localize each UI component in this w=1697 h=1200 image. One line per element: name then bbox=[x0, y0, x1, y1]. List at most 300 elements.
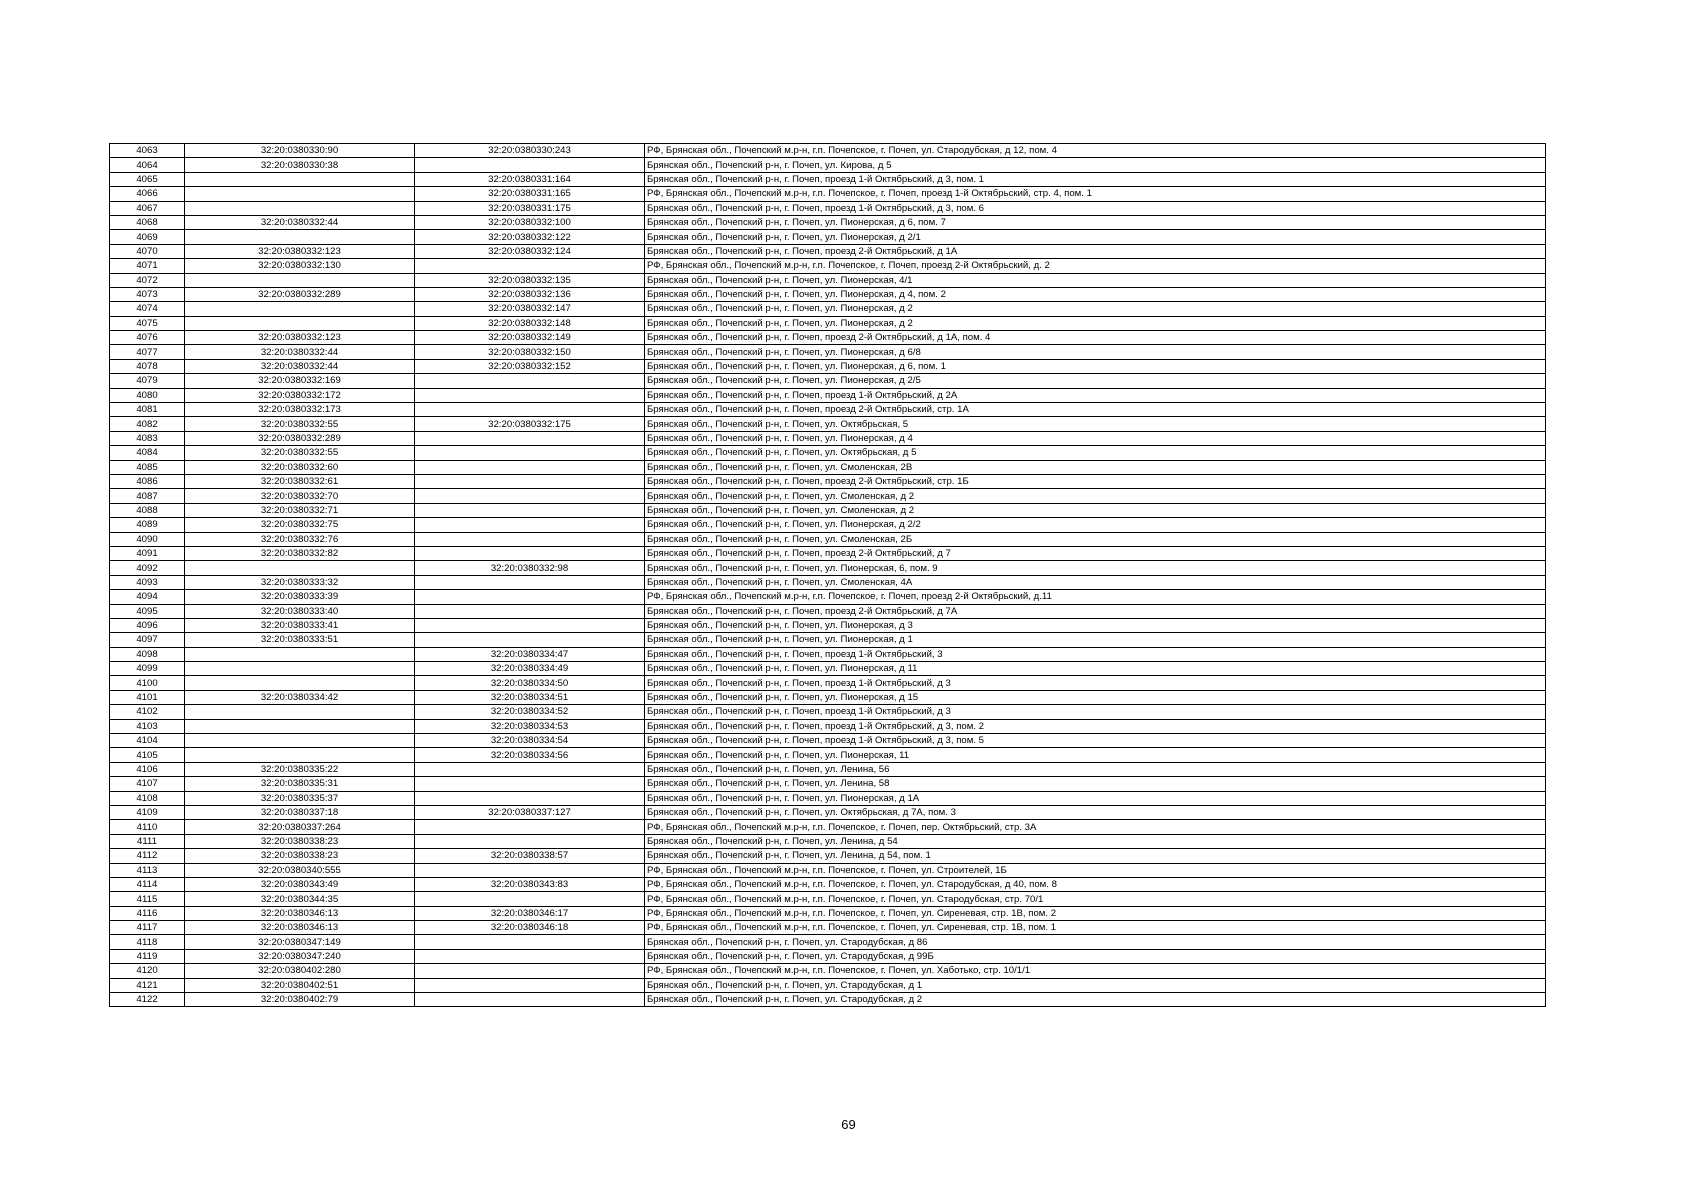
row-number-cell: 4118 bbox=[110, 935, 185, 949]
row-number-cell: 4065 bbox=[110, 172, 185, 186]
table-row bbox=[110, 849, 1546, 863]
cadastral-number-cell bbox=[185, 273, 415, 287]
address-cell: Брянская обл., Почепский р-н, г. Почеп, ул. Ленина, 56 bbox=[645, 762, 1546, 776]
premises-number-cell bbox=[415, 993, 645, 1007]
address-cell: Брянская обл., Почепский р-н, г. Почеп, проезд 1-й Октябрьский, д 3, пом. 2 bbox=[645, 719, 1546, 733]
address-cell: Брянская обл., Почепский р-н, г. Почеп, проезд 1-й Октябрьский, 3 bbox=[645, 647, 1546, 661]
address-cell: Брянская обл., Почепский р-н, г. Почеп, ул. Пионерская, 11 bbox=[645, 748, 1546, 762]
table-row bbox=[110, 230, 1546, 244]
cadastral-number-cell: 32:20:0380332:44 bbox=[185, 345, 415, 359]
registry-table bbox=[109, 143, 1546, 1007]
address-cell: Брянская обл., Почепский р-н, г. Почеп, ул. Пионерская, д 2 bbox=[645, 316, 1546, 330]
table-row bbox=[110, 820, 1546, 834]
address-cell: Брянская обл., Почепский р-н, г. Почеп, ул. Октябрьская, 5 bbox=[645, 417, 1546, 431]
address-cell: Брянская обл., Почепский р-н, г. Почеп, ул. Пионерская, д 6/8 bbox=[645, 345, 1546, 359]
cadastral-number-cell: 32:20:0380332:44 bbox=[185, 359, 415, 373]
cadastral-number-cell: 32:20:0380332:172 bbox=[185, 388, 415, 402]
row-number-cell: 4119 bbox=[110, 949, 185, 963]
premises-number-cell bbox=[415, 446, 645, 460]
row-number-cell: 4080 bbox=[110, 388, 185, 402]
row-number-cell: 4083 bbox=[110, 431, 185, 445]
address-cell: Брянская обл., Почепский р-н, г. Почеп, ул. Пионерская, д 1А bbox=[645, 791, 1546, 805]
row-number-cell: 4095 bbox=[110, 604, 185, 618]
cadastral-number-cell: 32:20:0380340:555 bbox=[185, 863, 415, 877]
cadastral-number-cell bbox=[185, 705, 415, 719]
premises-number-cell: 32:20:0380332:152 bbox=[415, 359, 645, 373]
table-row bbox=[110, 388, 1546, 402]
address-cell: Брянская обл., Почепский р-н, г. Почеп, проезд 2-й Октябрьский, д 7А bbox=[645, 604, 1546, 618]
cadastral-number-cell: 32:20:0380332:44 bbox=[185, 215, 415, 229]
row-number-cell: 4114 bbox=[110, 877, 185, 891]
cadastral-number-cell: 32:20:0380332:70 bbox=[185, 489, 415, 503]
table-row bbox=[110, 676, 1546, 690]
premises-number-cell bbox=[415, 374, 645, 388]
cadastral-number-cell bbox=[185, 676, 415, 690]
cadastral-number-cell: 32:20:0380330:90 bbox=[185, 144, 415, 158]
premises-number-cell bbox=[415, 964, 645, 978]
address-cell: Брянская обл., Почепский р-н, г. Почеп, ул. Стародубская, д 2 bbox=[645, 993, 1546, 1007]
address-cell: Брянская обл., Почепский р-н, г. Почеп, ул. Смоленская, д 2 bbox=[645, 489, 1546, 503]
cadastral-number-cell bbox=[185, 302, 415, 316]
address-cell: Брянская обл., Почепский р-н, г. Почеп, ул. Смоленская, д 2 bbox=[645, 503, 1546, 517]
table-row bbox=[110, 287, 1546, 301]
premises-number-cell: 32:20:0380332:148 bbox=[415, 316, 645, 330]
table-row bbox=[110, 331, 1546, 345]
cadastral-number-cell: 32:20:0380330:38 bbox=[185, 158, 415, 172]
table-row bbox=[110, 921, 1546, 935]
table-row bbox=[110, 705, 1546, 719]
table-row bbox=[110, 949, 1546, 963]
address-cell: РФ, Брянская обл., Почепский м.р-н, г.п. Почепское, г. Почеп, проезд 2-й Октябрьский, д.11 bbox=[645, 590, 1546, 604]
row-number-cell: 4101 bbox=[110, 690, 185, 704]
address-cell: Брянская обл., Почепский р-н, г. Почеп, ул. Пионерская, д 4 bbox=[645, 431, 1546, 445]
row-number-cell: 4103 bbox=[110, 719, 185, 733]
row-number-cell: 4116 bbox=[110, 906, 185, 920]
premises-number-cell bbox=[415, 158, 645, 172]
table-row bbox=[110, 877, 1546, 891]
row-number-cell: 4111 bbox=[110, 834, 185, 848]
cadastral-number-cell: 32:20:0380332:75 bbox=[185, 518, 415, 532]
table-row bbox=[110, 259, 1546, 273]
cadastral-number-cell: 32:20:0380333:40 bbox=[185, 604, 415, 618]
address-cell: РФ, Брянская обл., Почепский м.р-н, г.п. Почепское, г. Почеп, ул. Стародубская, стр. 70/1 bbox=[645, 892, 1546, 906]
address-cell: Брянская обл., Почепский р-н, г. Почеп, ул. Пионерская, д 15 bbox=[645, 690, 1546, 704]
address-cell: Брянская обл., Почепский р-н, г. Почеп, ул. Пионерская, д 3 bbox=[645, 618, 1546, 632]
row-number-cell: 4079 bbox=[110, 374, 185, 388]
premises-number-cell: 32:20:0380331:175 bbox=[415, 201, 645, 215]
cadastral-number-cell: 32:20:0380332:71 bbox=[185, 503, 415, 517]
table-row bbox=[110, 604, 1546, 618]
row-number-cell: 4112 bbox=[110, 849, 185, 863]
address-cell: Брянская обл., Почепский р-н, г. Почеп, ул. Пионерская, д 2/2 bbox=[645, 518, 1546, 532]
cadastral-number-cell bbox=[185, 662, 415, 676]
premises-number-cell bbox=[415, 762, 645, 776]
cadastral-number-cell: 32:20:0380343:49 bbox=[185, 877, 415, 891]
row-number-cell: 4120 bbox=[110, 964, 185, 978]
cadastral-number-cell: 32:20:0380402:51 bbox=[185, 978, 415, 992]
row-number-cell: 4074 bbox=[110, 302, 185, 316]
row-number-cell: 4073 bbox=[110, 287, 185, 301]
row-number-cell: 4093 bbox=[110, 575, 185, 589]
address-cell: Брянская обл., Почепский р-н, г. Почеп, проезд 2-й Октябрьский, стр. 1А bbox=[645, 403, 1546, 417]
table-row bbox=[110, 662, 1546, 676]
table-row bbox=[110, 892, 1546, 906]
premises-number-cell: 32:20:0380332:100 bbox=[415, 215, 645, 229]
table-row bbox=[110, 690, 1546, 704]
row-number-cell: 4066 bbox=[110, 187, 185, 201]
address-cell: Брянская обл., Почепский р-н, г. Почеп, ул. Пионерская, д 11 bbox=[645, 662, 1546, 676]
address-cell: Брянская обл., Почепский р-н, г. Почеп, ул. Стародубская, д 86 bbox=[645, 935, 1546, 949]
address-cell: Брянская обл., Почепский р-н, г. Почеп, проезд 2-й Октябрьский, д 1А, пом. 4 bbox=[645, 331, 1546, 345]
cadastral-number-cell: 32:20:0380333:32 bbox=[185, 575, 415, 589]
address-cell: Брянская обл., Почепский р-н, г. Почеп, проезд 1-й Октябрьский, д 3 bbox=[645, 705, 1546, 719]
premises-number-cell: 32:20:0380334:54 bbox=[415, 734, 645, 748]
cadastral-number-cell: 32:20:0380337:18 bbox=[185, 805, 415, 819]
premises-number-cell bbox=[415, 590, 645, 604]
table-row bbox=[110, 805, 1546, 819]
premises-number-cell: 32:20:0380332:135 bbox=[415, 273, 645, 287]
table-row bbox=[110, 762, 1546, 776]
premises-number-cell bbox=[415, 259, 645, 273]
address-cell: Брянская обл., Почепский р-н, г. Почеп, ул. Ленина, 58 bbox=[645, 777, 1546, 791]
table-row bbox=[110, 734, 1546, 748]
premises-number-cell: 32:20:0380346:17 bbox=[415, 906, 645, 920]
address-cell: Брянская обл., Почепский р-н, г. Почеп, ул. Октябрьская, д 5 bbox=[645, 446, 1546, 460]
row-number-cell: 4122 bbox=[110, 993, 185, 1007]
cadastral-number-cell: 32:20:0380344:35 bbox=[185, 892, 415, 906]
premises-number-cell bbox=[415, 935, 645, 949]
table-row bbox=[110, 777, 1546, 791]
address-cell: РФ, Брянская обл., Почепский м.р-н, г.п. Почепское, г. Почеп, ул. Сиреневая, стр. 1В, пом. 2 bbox=[645, 906, 1546, 920]
table-row bbox=[110, 359, 1546, 373]
table-row bbox=[110, 460, 1546, 474]
address-cell: РФ, Брянская обл., Почепский м.р-н, г.п. Почепское, г. Почеп, ул. Хаботько, стр. 10/1/1 bbox=[645, 964, 1546, 978]
table-row bbox=[110, 964, 1546, 978]
table-row bbox=[110, 244, 1546, 258]
address-cell: РФ, Брянская обл., Почепский м.р-н, г.п. Почепское, г. Почеп, проезд 2-й Октябрьский, д. 2 bbox=[645, 259, 1546, 273]
cadastral-number-cell: 32:20:0380335:22 bbox=[185, 762, 415, 776]
row-number-cell: 4098 bbox=[110, 647, 185, 661]
row-number-cell: 4077 bbox=[110, 345, 185, 359]
table-row bbox=[110, 906, 1546, 920]
row-number-cell: 4076 bbox=[110, 331, 185, 345]
address-cell: Брянская обл., Почепский р-н, г. Почеп, ул. Смоленская, 4А bbox=[645, 575, 1546, 589]
premises-number-cell: 32:20:0380334:56 bbox=[415, 748, 645, 762]
table-row bbox=[110, 590, 1546, 604]
premises-number-cell bbox=[415, 575, 645, 589]
premises-number-cell bbox=[415, 892, 645, 906]
row-number-cell: 4075 bbox=[110, 316, 185, 330]
address-cell: Брянская обл., Почепский р-н, г. Почеп, проезд 1-й Октябрьский, д 3, пом. 5 bbox=[645, 734, 1546, 748]
cadastral-number-cell: 32:20:0380332:123 bbox=[185, 331, 415, 345]
address-cell: Брянская обл., Почепский р-н, г. Почеп, ул. Пионерская, д 2 bbox=[645, 302, 1546, 316]
cadastral-number-cell: 32:20:0380332:55 bbox=[185, 446, 415, 460]
cadastral-number-cell: 32:20:0380333:41 bbox=[185, 618, 415, 632]
address-cell: РФ, Брянская обл., Почепский м.р-н, г.п. Почепское, г. Почеп, проезд 1-й Октябрьский, стр. 4, пом. 1 bbox=[645, 187, 1546, 201]
table-row bbox=[110, 302, 1546, 316]
cadastral-number-cell bbox=[185, 719, 415, 733]
premises-number-cell bbox=[415, 978, 645, 992]
premises-number-cell bbox=[415, 618, 645, 632]
table-row bbox=[110, 518, 1546, 532]
address-cell: Брянская обл., Почепский р-н, г. Почеп, ул. Стародубская, д 99Б bbox=[645, 949, 1546, 963]
premises-number-cell: 32:20:0380332:147 bbox=[415, 302, 645, 316]
registry-sheet bbox=[109, 143, 1545, 1007]
table-row bbox=[110, 791, 1546, 805]
table-row bbox=[110, 489, 1546, 503]
premises-number-cell: 32:20:0380338:57 bbox=[415, 849, 645, 863]
row-number-cell: 4121 bbox=[110, 978, 185, 992]
address-cell: Брянская обл., Почепский р-н, г. Почеп, ул. Пионерская, д 2/1 bbox=[645, 230, 1546, 244]
row-number-cell: 4084 bbox=[110, 446, 185, 460]
premises-number-cell: 32:20:0380332:175 bbox=[415, 417, 645, 431]
cadastral-number-cell: 32:20:0380402:280 bbox=[185, 964, 415, 978]
table-row bbox=[110, 446, 1546, 460]
address-cell: Брянская обл., Почепский р-н, г. Почеп, проезд 1-й Октябрьский, д 3 bbox=[645, 676, 1546, 690]
cadastral-number-cell: 32:20:0380332:61 bbox=[185, 474, 415, 488]
table-row bbox=[110, 618, 1546, 632]
row-number-cell: 4069 bbox=[110, 230, 185, 244]
cadastral-number-cell: 32:20:0380346:13 bbox=[185, 906, 415, 920]
row-number-cell: 4064 bbox=[110, 158, 185, 172]
premises-number-cell bbox=[415, 863, 645, 877]
row-number-cell: 4071 bbox=[110, 259, 185, 273]
cadastral-number-cell bbox=[185, 172, 415, 186]
address-cell: Брянская обл., Почепский р-н, г. Почеп, проезд 1-й Октябрьский, д 2А bbox=[645, 388, 1546, 402]
row-number-cell: 4099 bbox=[110, 662, 185, 676]
row-number-cell: 4110 bbox=[110, 820, 185, 834]
cadastral-number-cell: 32:20:0380333:51 bbox=[185, 633, 415, 647]
row-number-cell: 4107 bbox=[110, 777, 185, 791]
cadastral-number-cell bbox=[185, 748, 415, 762]
premises-number-cell bbox=[415, 489, 645, 503]
premises-number-cell: 32:20:0380334:52 bbox=[415, 705, 645, 719]
premises-number-cell bbox=[415, 403, 645, 417]
address-cell: Брянская обл., Почепский р-н, г. Почеп, ул. Пионерская, д 6, пом. 7 bbox=[645, 215, 1546, 229]
premises-number-cell: 32:20:0380331:164 bbox=[415, 172, 645, 186]
address-cell: РФ, Брянская обл., Почепский м.р-н, г.п. Почепское, г. Почеп, ул. Строителей, 1Б bbox=[645, 863, 1546, 877]
address-cell: Брянская обл., Почепский р-н, г. Почеп, ул. Пионерская, д 1 bbox=[645, 633, 1546, 647]
table-row bbox=[110, 158, 1546, 172]
premises-number-cell: 32:20:0380332:122 bbox=[415, 230, 645, 244]
table-row bbox=[110, 403, 1546, 417]
address-cell: Брянская обл., Почепский р-н, г. Почеп, ул. Ленина, д 54 bbox=[645, 834, 1546, 848]
premises-number-cell: 32:20:0380334:49 bbox=[415, 662, 645, 676]
premises-number-cell: 32:20:0380330:243 bbox=[415, 144, 645, 158]
premises-number-cell: 32:20:0380331:165 bbox=[415, 187, 645, 201]
cadastral-number-cell bbox=[185, 230, 415, 244]
premises-number-cell bbox=[415, 474, 645, 488]
cadastral-number-cell: 32:20:0380332:130 bbox=[185, 259, 415, 273]
table-row bbox=[110, 748, 1546, 762]
cadastral-number-cell bbox=[185, 201, 415, 215]
table-row bbox=[110, 863, 1546, 877]
table-row bbox=[110, 474, 1546, 488]
premises-number-cell bbox=[415, 460, 645, 474]
table-row bbox=[110, 172, 1546, 186]
row-number-cell: 4091 bbox=[110, 546, 185, 560]
row-number-cell: 4086 bbox=[110, 474, 185, 488]
premises-number-cell bbox=[415, 388, 645, 402]
cadastral-number-cell: 32:20:0380332:289 bbox=[185, 287, 415, 301]
row-number-cell: 4078 bbox=[110, 359, 185, 373]
row-number-cell: 4097 bbox=[110, 633, 185, 647]
row-number-cell: 4067 bbox=[110, 201, 185, 215]
cadastral-number-cell: 32:20:0380347:149 bbox=[185, 935, 415, 949]
row-number-cell: 4070 bbox=[110, 244, 185, 258]
premises-number-cell bbox=[415, 546, 645, 560]
table-row bbox=[110, 993, 1546, 1007]
table-row bbox=[110, 575, 1546, 589]
premises-number-cell bbox=[415, 518, 645, 532]
row-number-cell: 4089 bbox=[110, 518, 185, 532]
table-row bbox=[110, 503, 1546, 517]
premises-number-cell: 32:20:0380337:127 bbox=[415, 805, 645, 819]
premises-number-cell: 32:20:0380332:124 bbox=[415, 244, 645, 258]
table-row bbox=[110, 633, 1546, 647]
row-number-cell: 4092 bbox=[110, 561, 185, 575]
premises-number-cell: 32:20:0380343:83 bbox=[415, 877, 645, 891]
address-cell: Брянская обл., Почепский р-н, г. Почеп, проезд 1-й Октябрьский, д 3, пом. 1 bbox=[645, 172, 1546, 186]
address-cell: Брянская обл., Почепский р-н, г. Почеп, ул. Ленина, д 54, пом. 1 bbox=[645, 849, 1546, 863]
row-number-cell: 4115 bbox=[110, 892, 185, 906]
row-number-cell: 4106 bbox=[110, 762, 185, 776]
table-row bbox=[110, 978, 1546, 992]
row-number-cell: 4082 bbox=[110, 417, 185, 431]
address-cell: Брянская обл., Почепский р-н, г. Почеп, ул. Октябрьская, д 7А, пом. 3 bbox=[645, 805, 1546, 819]
cadastral-number-cell: 32:20:0380335:37 bbox=[185, 791, 415, 805]
row-number-cell: 4068 bbox=[110, 215, 185, 229]
premises-number-cell: 32:20:0380332:98 bbox=[415, 561, 645, 575]
cadastral-number-cell: 32:20:0380332:82 bbox=[185, 546, 415, 560]
address-cell: Брянская обл., Почепский р-н, г. Почеп, проезд 2-й Октябрьский, стр. 1Б bbox=[645, 474, 1546, 488]
cadastral-number-cell: 32:20:0380332:289 bbox=[185, 431, 415, 445]
cadastral-number-cell: 32:20:0380332:76 bbox=[185, 532, 415, 546]
table-row bbox=[110, 201, 1546, 215]
address-cell: Брянская обл., Почепский р-н, г. Почеп, ул. Пионерская, 4/1 bbox=[645, 273, 1546, 287]
cadastral-number-cell: 32:20:0380332:55 bbox=[185, 417, 415, 431]
address-cell: Брянская обл., Почепский р-н, г. Почеп, проезд 2-й Октябрьский, д 7 bbox=[645, 546, 1546, 560]
address-cell: Брянская обл., Почепский р-н, г. Почеп, ул. Пионерская, д 6, пом. 1 bbox=[645, 359, 1546, 373]
row-number-cell: 4117 bbox=[110, 921, 185, 935]
premises-number-cell: 32:20:0380346:18 bbox=[415, 921, 645, 935]
table-row bbox=[110, 273, 1546, 287]
cadastral-number-cell bbox=[185, 561, 415, 575]
cadastral-number-cell bbox=[185, 734, 415, 748]
premises-number-cell bbox=[415, 777, 645, 791]
row-number-cell: 4094 bbox=[110, 590, 185, 604]
premises-number-cell: 32:20:0380334:50 bbox=[415, 676, 645, 690]
premises-number-cell bbox=[415, 604, 645, 618]
table-row bbox=[110, 561, 1546, 575]
table-row bbox=[110, 345, 1546, 359]
premises-number-cell bbox=[415, 532, 645, 546]
row-number-cell: 4105 bbox=[110, 748, 185, 762]
cadastral-number-cell bbox=[185, 187, 415, 201]
premises-number-cell: 32:20:0380332:149 bbox=[415, 331, 645, 345]
premises-number-cell: 32:20:0380334:53 bbox=[415, 719, 645, 733]
table-row bbox=[110, 187, 1546, 201]
premises-number-cell: 32:20:0380334:51 bbox=[415, 690, 645, 704]
premises-number-cell bbox=[415, 791, 645, 805]
row-number-cell: 4081 bbox=[110, 403, 185, 417]
row-number-cell: 4085 bbox=[110, 460, 185, 474]
row-number-cell: 4090 bbox=[110, 532, 185, 546]
table-row bbox=[110, 215, 1546, 229]
cadastral-number-cell: 32:20:0380338:23 bbox=[185, 834, 415, 848]
address-cell: Брянская обл., Почепский р-н, г. Почеп, ул. Смоленская, 2Б bbox=[645, 532, 1546, 546]
table-row bbox=[110, 532, 1546, 546]
address-cell: Брянская обл., Почепский р-н, г. Почеп, проезд 2-й Октябрьский, д 1А bbox=[645, 244, 1546, 258]
table-row bbox=[110, 546, 1546, 560]
cadastral-number-cell: 32:20:0380332:173 bbox=[185, 403, 415, 417]
row-number-cell: 4113 bbox=[110, 863, 185, 877]
table-row bbox=[110, 935, 1546, 949]
premises-number-cell: 32:20:0380334:47 bbox=[415, 647, 645, 661]
cadastral-number-cell: 32:20:0380332:169 bbox=[185, 374, 415, 388]
address-cell: РФ, Брянская обл., Почепский м.р-н, г.п. Почепское, г. Почеп, ул. Стародубская, д 12, пом. 4 bbox=[645, 144, 1546, 158]
cadastral-number-cell: 32:20:0380334:42 bbox=[185, 690, 415, 704]
page-number: 69 bbox=[841, 1117, 856, 1132]
table-row bbox=[110, 374, 1546, 388]
premises-number-cell bbox=[415, 949, 645, 963]
registry-table-body bbox=[110, 144, 1546, 1007]
address-cell: Брянская обл., Почепский р-н, г. Почеп, ул. Кирова, д 5 bbox=[645, 158, 1546, 172]
row-number-cell: 4104 bbox=[110, 734, 185, 748]
row-number-cell: 4100 bbox=[110, 676, 185, 690]
row-number-cell: 4096 bbox=[110, 618, 185, 632]
premises-number-cell bbox=[415, 820, 645, 834]
row-number-cell: 4063 bbox=[110, 144, 185, 158]
table-row bbox=[110, 144, 1546, 158]
cadastral-number-cell: 32:20:0380332:60 bbox=[185, 460, 415, 474]
table-row bbox=[110, 647, 1546, 661]
row-number-cell: 4088 bbox=[110, 503, 185, 517]
premises-number-cell bbox=[415, 503, 645, 517]
row-number-cell: 4087 bbox=[110, 489, 185, 503]
cadastral-number-cell: 32:20:0380332:123 bbox=[185, 244, 415, 258]
table-row bbox=[110, 719, 1546, 733]
cadastral-number-cell: 32:20:0380346:13 bbox=[185, 921, 415, 935]
premises-number-cell bbox=[415, 834, 645, 848]
address-cell: РФ, Брянская обл., Почепский м.р-н, г.п. Почепское, г. Почеп, ул. Стародубская, д 40, пом. 8 bbox=[645, 877, 1546, 891]
row-number-cell: 4072 bbox=[110, 273, 185, 287]
address-cell: РФ, Брянская обл., Почепский м.р-н, г.п. Почепское, г. Почеп, ул. Сиреневая, стр. 1В, пом. 1 bbox=[645, 921, 1546, 935]
cadastral-number-cell bbox=[185, 316, 415, 330]
premises-number-cell bbox=[415, 431, 645, 445]
row-number-cell: 4108 bbox=[110, 791, 185, 805]
cadastral-number-cell: 32:20:0380402:79 bbox=[185, 993, 415, 1007]
row-number-cell: 4102 bbox=[110, 705, 185, 719]
address-cell: Брянская обл., Почепский р-н, г. Почеп, ул. Смоленская, 2В bbox=[645, 460, 1546, 474]
table-row bbox=[110, 431, 1546, 445]
table-row bbox=[110, 316, 1546, 330]
cadastral-number-cell: 32:20:0380347:240 bbox=[185, 949, 415, 963]
table-row bbox=[110, 417, 1546, 431]
address-cell: Брянская обл., Почепский р-н, г. Почеп, ул. Пионерская, д 4, пом. 2 bbox=[645, 287, 1546, 301]
cadastral-number-cell bbox=[185, 647, 415, 661]
cadastral-number-cell: 32:20:0380337:264 bbox=[185, 820, 415, 834]
premises-number-cell: 32:20:0380332:150 bbox=[415, 345, 645, 359]
table-row bbox=[110, 834, 1546, 848]
address-cell: Брянская обл., Почепский р-н, г. Почеп, ул. Пионерская, д 2/5 bbox=[645, 374, 1546, 388]
row-number-cell: 4109 bbox=[110, 805, 185, 819]
address-cell: Брянская обл., Почепский р-н, г. Почеп, ул. Стародубская, д 1 bbox=[645, 978, 1546, 992]
cadastral-number-cell: 32:20:0380333:39 bbox=[185, 590, 415, 604]
address-cell: Брянская обл., Почепский р-н, г. Почеп, проезд 1-й Октябрьский, д 3, пом. 6 bbox=[645, 201, 1546, 215]
address-cell: Брянская обл., Почепский р-н, г. Почеп, ул. Пионерская, 6, пом. 9 bbox=[645, 561, 1546, 575]
address-cell: РФ, Брянская обл., Почепский м.р-н, г.п. Почепское, г. Почеп, пер. Октябрьский, стр. 3А bbox=[645, 820, 1546, 834]
